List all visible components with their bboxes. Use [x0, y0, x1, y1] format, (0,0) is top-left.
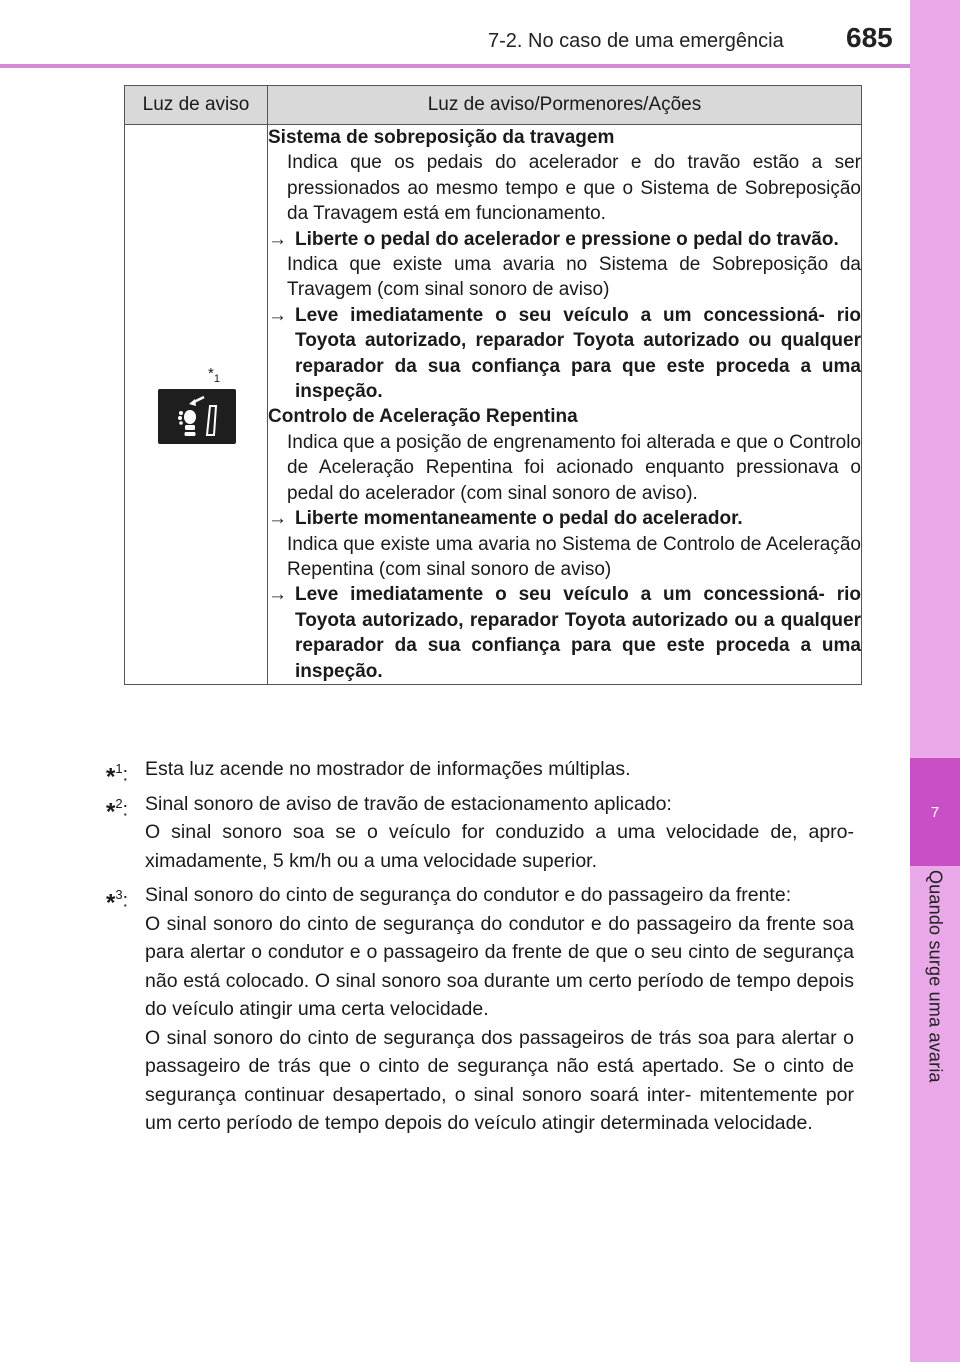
footnote-paragraph: O sinal sonoro soa se o veículo for conduzido a uma velocidade de, apro- ximadamente, 5 km/h ou a uma velocidade superior. — [145, 821, 854, 872]
brake-override-fault-action — [268, 303, 861, 405]
brake-override-fault-desc: Indica que existe uma avaria no Sistema de Sobreposição da Travagem (com sinal sonoro de aviso) — [287, 254, 861, 301]
footnote-text — [145, 755, 854, 784]
brake-override-title: Sistema de sobreposição da travagem — [268, 127, 615, 148]
foot-pedal-icon — [158, 389, 236, 444]
arrow-icon: → — [268, 508, 287, 530]
brake-override-action — [268, 227, 861, 252]
warning-light-wrap — [156, 361, 236, 441]
footnotes — [0, 755, 910, 1144]
footnote-paragraph: Sinal sonoro do cinto de segurança do condutor e do passageiro da frente: — [145, 884, 792, 906]
footnote-2 — [0, 790, 910, 876]
chapter-side-band — [910, 0, 960, 1362]
action-text: Liberte o pedal do acelerador e pressione o pedal do travão. — [295, 228, 839, 250]
warning-light-cell — [125, 125, 268, 685]
arrow-icon: → — [268, 304, 287, 326]
footnote-paragraph: Esta luz acende no mostrador de informações múltiplas. — [145, 758, 631, 780]
column-header-light: Luz de aviso — [125, 86, 268, 125]
drive-start-control-title: Controlo de Aceleração Repentina — [268, 406, 578, 428]
action-text: Liberte momentaneamente o pedal do acelerador. — [295, 508, 743, 530]
arrow-icon: → — [268, 228, 287, 250]
footnote-3 — [0, 881, 910, 1138]
chapter-number-tab[interactable]: 7 — [910, 758, 960, 866]
header-divider — [0, 64, 910, 68]
action-text: Leve imediatamente o seu veículo a um concessioná- rio Toyota autorizado, reparador Toyota autorizado ou qualquer reparador da sua confiança para que este proceda a uma inspeção. — [295, 304, 861, 403]
footnote-marker: $*_1$ — [208, 364, 220, 385]
table-row — [125, 125, 862, 685]
footnote-paragraph: Sinal sonoro de aviso de travão de estacionamento aplicado: — [145, 792, 672, 815]
action-text: Leve imediatamente o seu veículo a um concessioná- rio Toyota autorizado, reparador Toyota autorizado ou a qualquer reparador da sua confiança para que este proceda a uma inspeção. — [295, 584, 861, 682]
arrow-icon: → — [268, 584, 287, 606]
footnote-text — [145, 790, 854, 876]
footnote-text — [145, 881, 854, 1138]
page-number: 685 — [846, 22, 893, 53]
table-header-row — [125, 86, 862, 125]
drive-start-control-action — [268, 506, 861, 531]
footnote-1 — [0, 755, 910, 791]
drive-start-control-fault-desc: Indica que existe uma avaria no Sistema de Controlo de Aceleração Repentina (com sinal sonoro de aviso) — [287, 533, 861, 580]
column-header-details: Luz de aviso/Pormenores/Ações — [268, 86, 862, 125]
footnote-paragraph: O sinal sonoro do cinto de segurança dos passageiros de trás soa para alertar o passageiro de trás que o cinto de segurança não está apertado. Se o cinto de segurança continuar desapertado, o sinal sonoro soará inter- mitentemente por um certo período de tempo depois do veículo atingir determinada velocidade. — [145, 1026, 854, 1134]
drive-start-control-fault-action — [268, 582, 861, 684]
footnote-marker: *$^3$: — [106, 887, 128, 917]
warning-details-cell — [268, 125, 862, 685]
brake-override-desc: Indica que os pedais do acelerador e do travão estão a ser pressionados ao mesmo tempo e que o Sistema de Sobreposição da Travagem está em funcionamento. — [287, 152, 861, 225]
footnote-paragraph: O sinal sonoro do cinto de segurança do condutor e do passageiro da frente soa para alertar o condutor e o passageiro da frente de que o seu cinto de segurança não está colocado. O sinal sonoro soa durante um certo período de tempo depois do veículo atingir uma certa velocidade. — [145, 912, 854, 1020]
section-title: 7-2. No caso de uma emergência — [488, 30, 784, 52]
chapter-title-tab: Quando surge uma avaria — [925, 870, 946, 1083]
footnote-marker: *$^1$: — [106, 761, 128, 791]
warning-light-table — [124, 85, 862, 685]
footnote-marker: *$^2$: — [106, 795, 128, 825]
brake-override-warning-icon — [158, 389, 236, 444]
drive-start-control-desc: Indica que a posição de engrenamento foi alterada e que o Controlo de Aceleração Repentina foi acionado enquanto pressionava o pedal do acelerador (com sinal sonoro de aviso). — [287, 431, 861, 504]
